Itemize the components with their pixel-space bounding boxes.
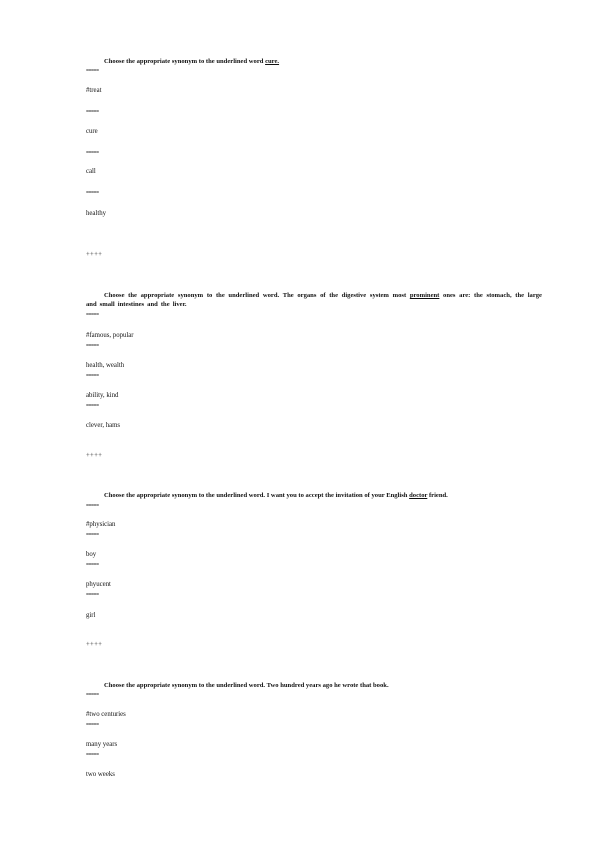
question-2-option-4: clever, hams xyxy=(86,422,121,429)
separator: ===== xyxy=(86,503,99,509)
question-1-option-1: #treat xyxy=(86,87,102,94)
question-1-option-2: cure xyxy=(86,128,98,135)
question-2-option-3: ability, kind xyxy=(86,392,119,399)
question-4-option-3: two weeks xyxy=(86,771,115,778)
separator: ===== xyxy=(86,692,99,698)
separator: ===== xyxy=(86,109,99,115)
separator: ===== xyxy=(86,722,99,728)
question-3-prompt xyxy=(86,491,542,500)
question-2-text: Choose the appropriate synonym to the underlined word. The organs of the digestive system most xyxy=(104,292,410,299)
separator: ===== xyxy=(86,343,99,349)
question-2-text-end: ones are: the stomach, the large and small intestines and the liver. xyxy=(86,292,542,308)
question-1-option-3: call xyxy=(86,168,96,175)
question-4-option-1: #two centuries xyxy=(86,711,126,718)
question-2-option-2: health, wealth xyxy=(86,362,125,369)
question-3-text-end: friend. xyxy=(427,492,448,499)
separator: ===== xyxy=(86,532,99,538)
question-3-option-1: #physician xyxy=(86,521,116,528)
separator: ===== xyxy=(86,150,99,156)
question-2-option-1: #famous, popular xyxy=(86,332,134,339)
question-1-end-marker: ++++ xyxy=(86,251,103,258)
question-3-text: Choose the appropriate synonym to the underlined word. I want you to accept the invitation of your English xyxy=(104,492,410,499)
question-3-option-2: boy xyxy=(86,551,97,558)
question-2-underlined-word: prominent xyxy=(409,292,440,299)
question-3-underlined-word: doctor xyxy=(409,492,428,499)
separator: ===== xyxy=(86,68,99,74)
question-4-prompt xyxy=(86,681,542,690)
question-4-option-2: many years xyxy=(86,741,118,748)
question-3-end-marker: ++++ xyxy=(86,641,103,648)
separator: ===== xyxy=(86,752,99,758)
question-3-option-3: phyucent xyxy=(86,581,111,588)
separator: ===== xyxy=(86,190,99,196)
question-2-end-marker: ++++ xyxy=(86,452,103,459)
question-3-option-4: girl xyxy=(86,612,96,619)
question-4-text: Choose the appropriate synonym to the underlined word. Two hundred years ago he wrote that book. xyxy=(104,682,389,689)
separator: ===== xyxy=(86,373,99,379)
question-1-text: Choose the appropriate synonym to the underlined word xyxy=(104,58,266,65)
separator: ===== xyxy=(86,403,99,409)
question-1-option-4: healthy xyxy=(86,210,107,217)
separator: ===== xyxy=(86,592,99,598)
separator: ===== xyxy=(86,312,99,318)
question-2-prompt xyxy=(86,291,542,309)
question-1-prompt xyxy=(86,57,542,66)
question-1-underlined-word: cure. xyxy=(265,58,280,65)
separator: ===== xyxy=(86,562,99,568)
